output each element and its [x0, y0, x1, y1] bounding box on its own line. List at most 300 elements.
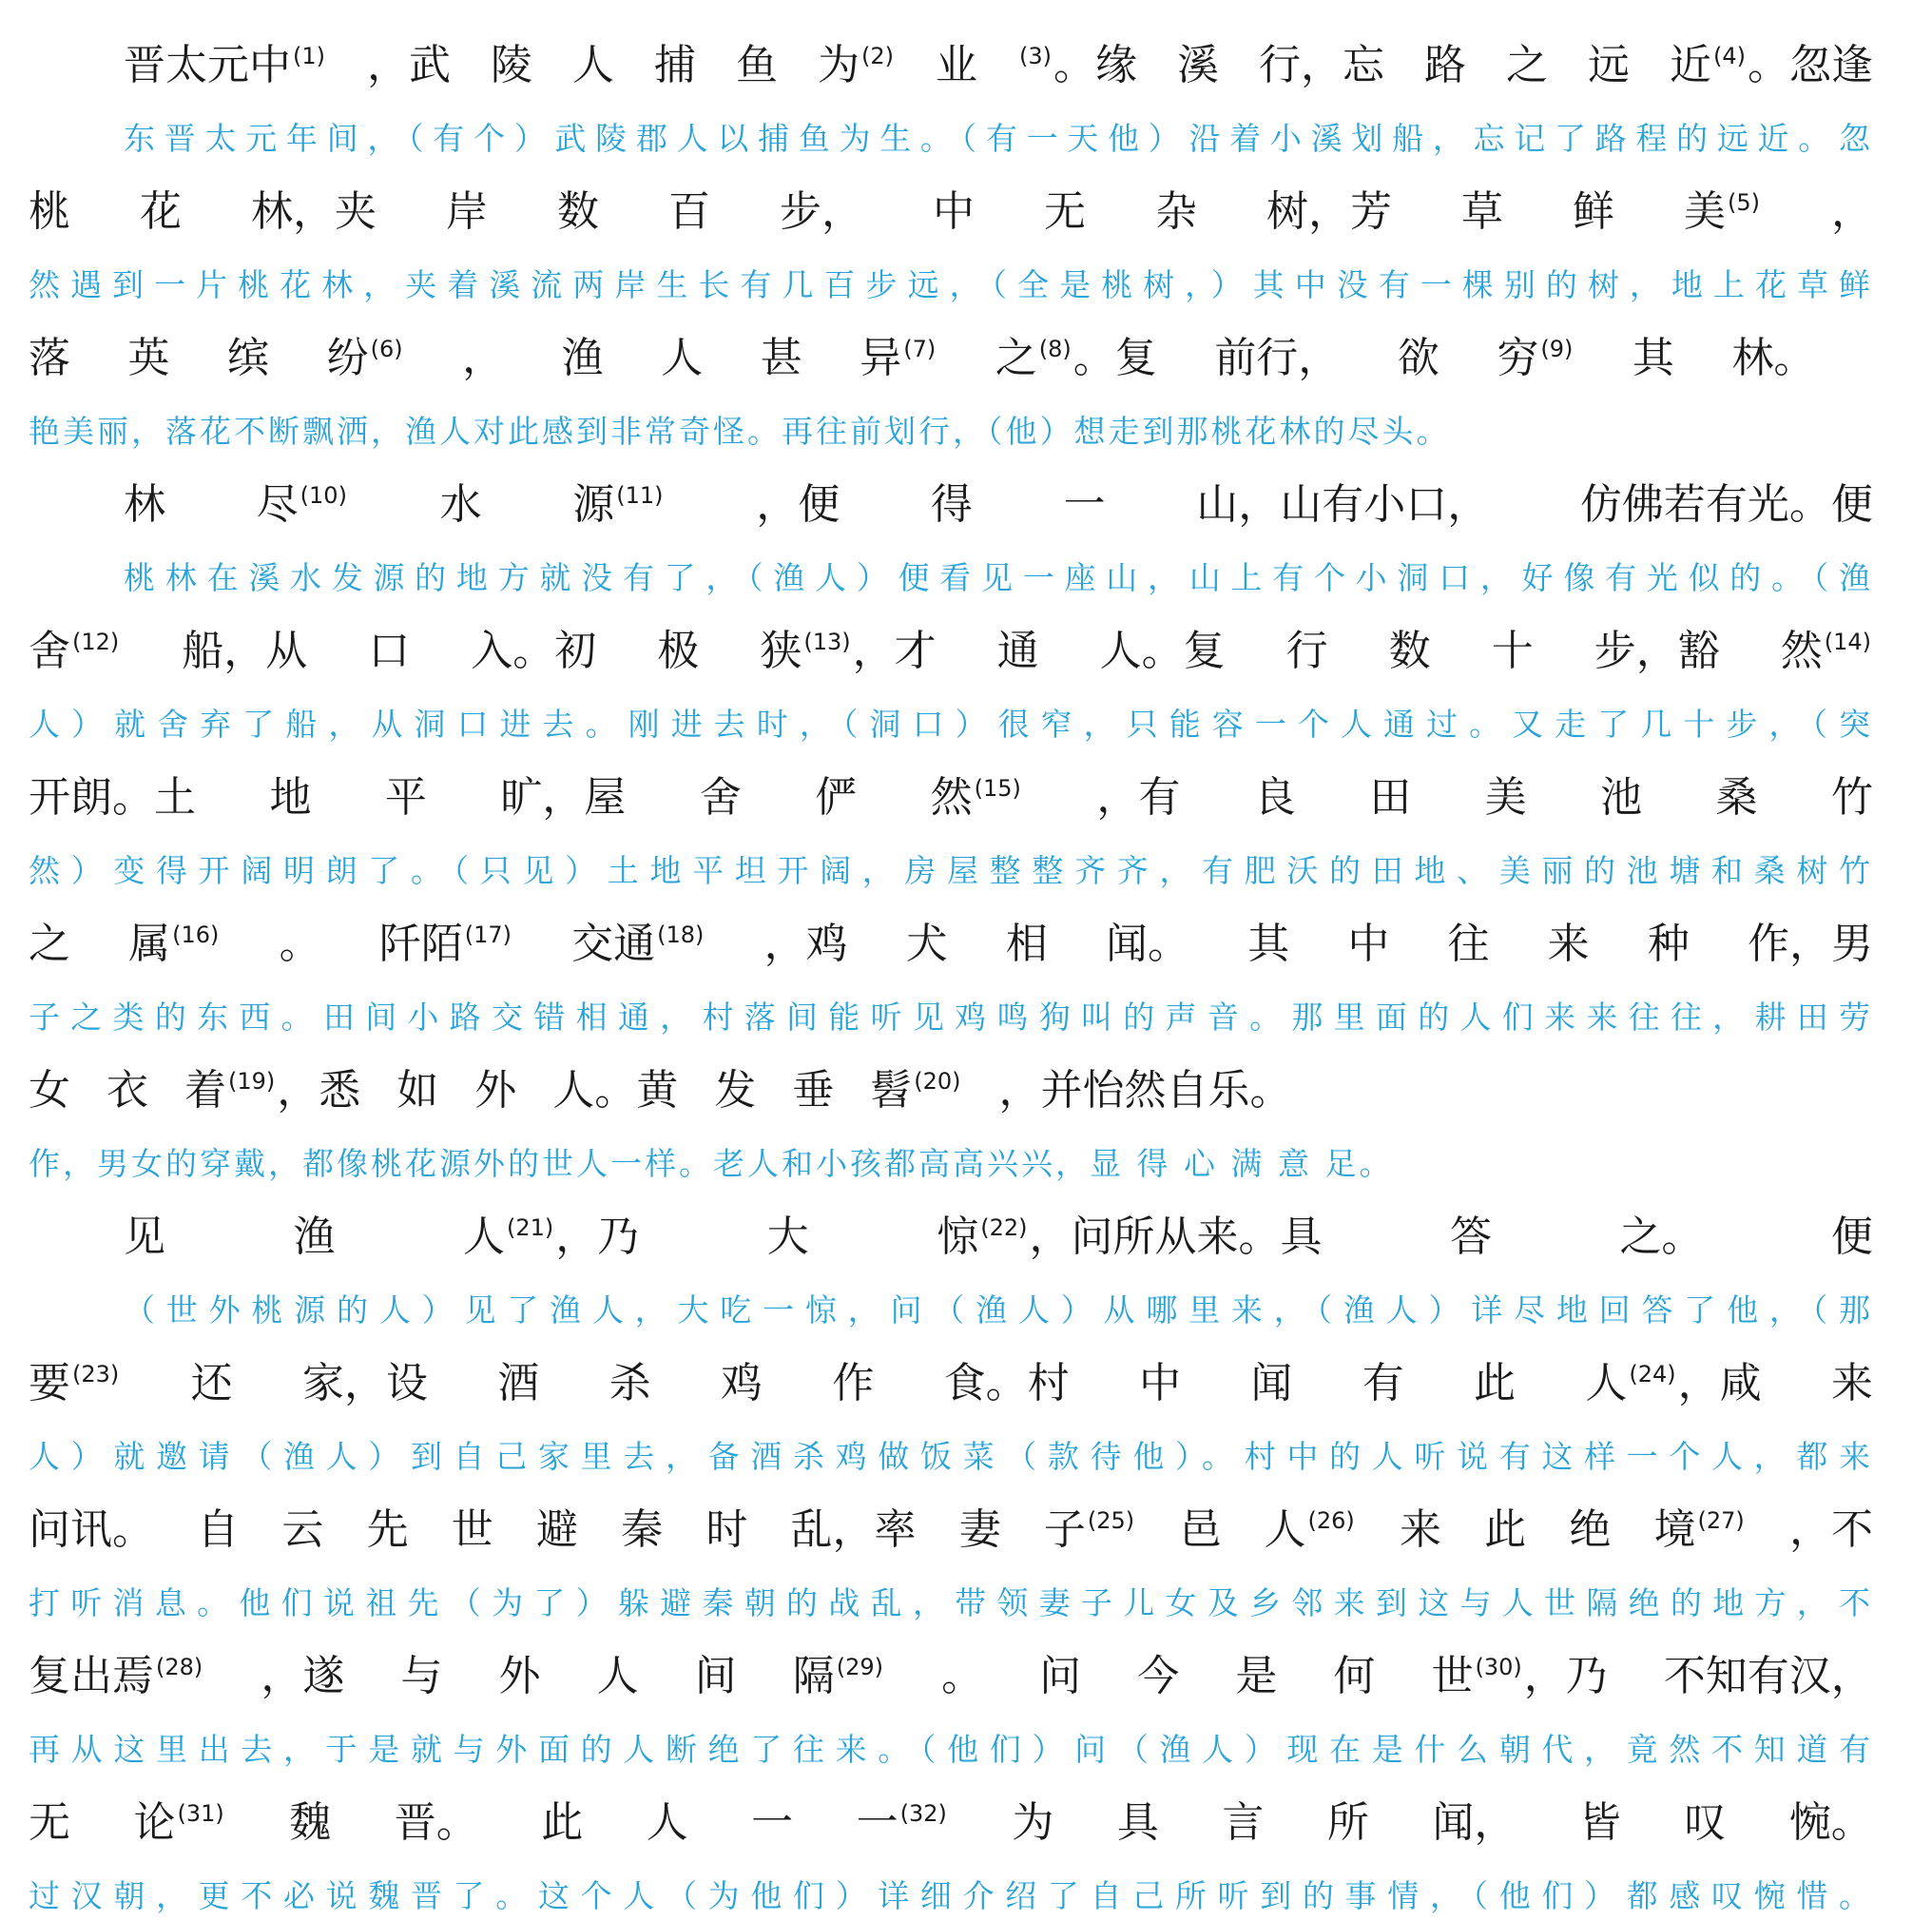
original-segment — [124, 456, 165, 553]
original-segment — [1492, 603, 1534, 700]
segment-text: 人 — [462, 1213, 505, 1261]
segment-text: 桑 — [1715, 773, 1758, 822]
segment-text: 之 — [29, 920, 70, 968]
text-pair — [29, 749, 1882, 896]
text-pair — [29, 1189, 1882, 1335]
segment-text: 仿佛若有光。便 — [1579, 480, 1873, 529]
original-segment — [491, 17, 532, 114]
footnote-marker: (3) — [1019, 43, 1052, 69]
segment-text: 中 — [933, 187, 975, 236]
segment-text: 。忽逢 — [1748, 41, 1873, 89]
original-segment — [572, 456, 665, 553]
segment-text: 树，芳 — [1266, 187, 1392, 236]
original-segment — [999, 1042, 1292, 1139]
translation-line — [29, 700, 1883, 749]
original-segment — [705, 1482, 747, 1579]
translation-text: 然）变得开阔明朗了。（只见）土地平坦开阔，房屋整整齐齐，有肥沃的田地、美丽的池塘和桑树竹 — [29, 852, 1882, 889]
original-segment — [106, 1042, 148, 1139]
original-segment — [541, 1775, 583, 1872]
segment-text: ，便 — [756, 480, 840, 529]
segment-text: 自 — [197, 1505, 240, 1554]
footnote-marker: (12) — [72, 629, 120, 655]
original-segment — [1006, 896, 1048, 993]
original-segment — [1506, 17, 1548, 114]
original-segment — [536, 1482, 578, 1579]
original-line — [29, 896, 1873, 993]
original-segment — [1117, 1775, 1159, 1872]
original-segment — [1684, 1775, 1726, 1872]
segment-text: 旷，屋 — [500, 773, 627, 822]
segment-text: 所 — [1326, 1798, 1369, 1847]
original-segment — [572, 17, 614, 114]
segment-text: 种 — [1647, 920, 1690, 968]
original-segment — [661, 310, 703, 407]
original-segment — [227, 310, 269, 407]
original-segment — [700, 749, 742, 846]
segment-text: 杂 — [1155, 187, 1197, 236]
original-segment — [931, 456, 973, 553]
segment-text: 其 — [1247, 920, 1290, 968]
original-line — [29, 1482, 1873, 1579]
original-segment — [29, 749, 196, 846]
original-segment — [1333, 1628, 1375, 1725]
original-segment — [1580, 456, 1873, 553]
segment-text: 步， — [780, 187, 863, 236]
segment-text: 田 — [1369, 773, 1412, 822]
segment-text: 子 — [1043, 1505, 1086, 1554]
segment-text: 业 — [936, 41, 977, 89]
original-segment — [695, 1628, 737, 1725]
segment-text: 具 — [1116, 1798, 1159, 1847]
segment-text: 作 — [832, 1359, 875, 1407]
segment-text: 欲 — [1397, 334, 1439, 382]
segment-text: 为 — [1012, 1798, 1054, 1847]
footnote-marker: (26) — [1307, 1507, 1355, 1534]
original-segment — [1266, 164, 1392, 261]
original-segment — [1831, 1335, 1873, 1432]
segment-text: 世 — [451, 1505, 493, 1554]
original-segment — [1654, 1482, 1747, 1579]
original-segment — [1684, 164, 1762, 261]
segment-text: 异 — [860, 334, 902, 382]
original-segment — [597, 1628, 639, 1725]
text-pair — [29, 310, 1873, 456]
segment-text: 世 — [1431, 1652, 1474, 1700]
segment-text: ，乃 — [1523, 1652, 1608, 1700]
original-segment — [1400, 1482, 1441, 1579]
translation-text: 子之类的东西。田间小路交错相通，村落间能听见鸡鸣狗叫的声音。那里面的人们来来往往，耕田劳 — [29, 999, 1882, 1036]
original-segment — [1254, 749, 1296, 846]
segment-text: ，咸 — [1677, 1359, 1762, 1407]
text-pair — [29, 1775, 1882, 1921]
original-segment — [931, 749, 1023, 846]
original-segment — [793, 1628, 885, 1725]
segment-text: 一 — [751, 1798, 794, 1847]
segment-text: 平 — [384, 773, 427, 822]
original-segment — [571, 896, 705, 993]
original-segment — [1064, 456, 1106, 553]
translation-line — [29, 1725, 1882, 1775]
translation-text: 人）就舍弃了船，从洞口进去。刚进去时，（洞口）很窄，只能容一个人通过。又走了几十步，（突 — [29, 706, 1883, 743]
original-line — [29, 749, 1873, 846]
footnote-marker: (25) — [1087, 1507, 1135, 1534]
segment-text: 时 — [705, 1505, 748, 1554]
original-segment — [462, 310, 504, 407]
original-segment — [367, 1482, 409, 1579]
original-segment — [140, 164, 182, 261]
original-line — [29, 164, 1873, 261]
original-segment — [1196, 456, 1489, 553]
original-segment — [1831, 164, 1873, 261]
segment-text: 大 — [766, 1213, 809, 1261]
segment-text: 惋。 — [1788, 1798, 1873, 1847]
footnote-marker: (4) — [1713, 43, 1746, 69]
original-segment — [29, 1482, 154, 1579]
segment-text: 便 — [1830, 1213, 1873, 1261]
original-segment — [1424, 17, 1466, 114]
original-segment — [1748, 896, 1873, 993]
original-segment — [1327, 1775, 1369, 1872]
original-segment — [1588, 17, 1630, 114]
segment-text: 答 — [1449, 1213, 1492, 1261]
original-segment — [937, 1189, 1322, 1286]
segment-text: 十 — [1491, 627, 1534, 675]
segment-text: 此 — [1484, 1505, 1527, 1554]
original-segment — [1585, 1335, 1761, 1432]
segment-text: 百 — [668, 187, 710, 236]
original-segment — [721, 1335, 763, 1432]
original-segment — [367, 17, 451, 114]
translation-text: 东晋太元年间，（有个）武陵郡人以捕鱼为生。（有一天他）沿着小溪划船，忘记了路程的远近。忽 — [124, 120, 1880, 157]
segment-text: 女 — [29, 1066, 70, 1115]
original-segment — [293, 1189, 335, 1286]
original-segment — [261, 1628, 344, 1725]
original-segment — [1450, 1189, 1492, 1286]
segment-text: 食。村 — [943, 1359, 1070, 1407]
original-segment — [1781, 603, 1873, 700]
original-segment — [1497, 310, 1575, 407]
text-pair — [29, 456, 1881, 603]
segment-text: 甚 — [760, 334, 802, 382]
segment-text: 无 — [29, 1798, 70, 1847]
segment-text: ，乃 — [555, 1213, 640, 1261]
footnote-marker: (8) — [1038, 336, 1072, 362]
original-segment — [1633, 310, 1674, 407]
original-segment — [385, 749, 427, 846]
segment-text: 狭 — [760, 627, 802, 675]
segment-text: 桃 — [29, 187, 70, 236]
translation-line — [29, 553, 1881, 603]
segment-text: 叹 — [1684, 1798, 1727, 1847]
segment-text: 有 — [1362, 1359, 1404, 1407]
segment-text: 属 — [128, 920, 171, 968]
segment-text: ，遂 — [261, 1652, 345, 1700]
original-segment — [557, 164, 599, 261]
segment-text: 。复 — [1072, 334, 1157, 382]
segment-text: 皆 — [1578, 1798, 1621, 1847]
original-segment — [29, 896, 70, 993]
segment-text: 人 — [596, 1652, 639, 1700]
segment-text: 极 — [657, 627, 700, 675]
original-segment — [760, 603, 936, 700]
segment-text: 地 — [269, 773, 312, 822]
original-segment — [1044, 164, 1086, 261]
segment-text: 溪 — [1177, 41, 1219, 89]
segment-text: ，不 — [1788, 1505, 1873, 1554]
original-segment — [1569, 1482, 1611, 1579]
segment-text: 垂 — [792, 1066, 835, 1115]
segment-text: 鱼 — [736, 41, 778, 89]
original-segment — [1362, 1335, 1404, 1432]
original-segment — [440, 456, 482, 553]
original-segment — [870, 1042, 962, 1139]
original-segment — [499, 1628, 541, 1725]
segment-text: ， — [1831, 187, 1873, 236]
footnote-marker: (21) — [506, 1214, 554, 1241]
segment-text: 避 — [535, 1505, 578, 1554]
original-segment — [1250, 1335, 1292, 1432]
segment-text: 复出焉 — [29, 1652, 154, 1700]
segment-text: 中 — [1139, 1359, 1182, 1407]
segment-text: 林 — [124, 480, 165, 529]
original-segment — [1831, 1189, 1873, 1286]
original-segment — [1431, 1628, 1607, 1725]
original-segment — [446, 164, 488, 261]
segment-text: 何 — [1333, 1652, 1376, 1700]
segment-text: 邑 — [1179, 1505, 1222, 1554]
segment-text: 衣 — [106, 1066, 148, 1115]
original-segment — [182, 603, 307, 700]
segment-text: 外 — [498, 1652, 541, 1700]
translation-text: 人）就邀请（渔人）到自己家里去，备酒杀鸡做饭菜（款待他）。村中的人听说有这样一个人，都来 — [29, 1438, 1882, 1475]
segment-text: ，并怡然自乐。 — [998, 1066, 1292, 1115]
segment-text: 通 — [996, 627, 1039, 675]
footnote-marker: (1) — [293, 43, 325, 69]
segment-text: 为 — [818, 41, 860, 89]
original-segment — [751, 1775, 793, 1872]
original-segment — [609, 1335, 651, 1432]
original-segment — [257, 456, 349, 553]
segment-text: 近 — [1670, 41, 1711, 89]
segment-text: 人 — [1585, 1359, 1628, 1407]
footnote-marker: (24) — [1629, 1361, 1676, 1387]
footnote-marker: (17) — [464, 922, 512, 948]
segment-text: 云 — [281, 1505, 324, 1554]
original-segment — [1594, 603, 1720, 700]
original-segment — [1670, 17, 1873, 114]
original-segment — [1579, 1775, 1621, 1872]
original-segment — [959, 1482, 1001, 1579]
segment-text: 。 — [941, 1652, 984, 1700]
segment-text: 竹 — [1830, 773, 1873, 822]
footnote-marker: (10) — [299, 482, 347, 509]
original-segment — [906, 896, 948, 993]
original-segment — [1100, 603, 1226, 700]
translation-line — [29, 1872, 1882, 1921]
original-segment — [1548, 896, 1590, 993]
original-segment — [1600, 749, 1642, 846]
original-line — [29, 456, 1873, 553]
segment-text: 。 — [279, 920, 321, 968]
segment-text: 舍 — [29, 627, 70, 675]
translation-line — [29, 993, 1882, 1042]
original-segment — [29, 1335, 121, 1432]
original-segment — [1716, 749, 1758, 846]
segment-text: 阡陌 — [378, 920, 463, 968]
text-pair — [29, 603, 1883, 749]
original-segment — [128, 310, 170, 407]
footnote-marker: (30) — [1475, 1654, 1522, 1680]
original-segment — [474, 1042, 516, 1139]
segment-text: 隔 — [792, 1652, 835, 1700]
segment-text: 步，豁 — [1594, 627, 1720, 675]
segment-text: 魏 — [289, 1798, 332, 1847]
segment-text: 穷 — [1497, 334, 1539, 382]
footnote-marker: (9) — [1540, 336, 1574, 362]
segment-text: 之。 — [1619, 1213, 1704, 1261]
original-segment — [1389, 603, 1431, 700]
segment-text: 与 — [400, 1652, 443, 1700]
original-segment — [124, 17, 327, 114]
original-segment — [1017, 17, 1137, 114]
original-segment — [1235, 1628, 1277, 1725]
segment-text: 鸡 — [720, 1359, 763, 1407]
original-segment — [289, 1775, 331, 1872]
segment-text: 林。 — [1731, 334, 1816, 382]
segment-text: 闻。 — [1106, 920, 1190, 968]
original-segment — [1265, 1482, 1357, 1579]
original-segment — [29, 164, 70, 261]
original-segment — [191, 1335, 233, 1432]
original-line — [29, 1628, 1873, 1725]
translation-text: 作，男女的穿戴，都像桃花源外的世人一样。老人和小孩都高高兴兴，显 得 心 满 意 足。 — [29, 1145, 1394, 1182]
footnote-marker: (23) — [72, 1361, 120, 1387]
text-pair — [29, 1628, 1882, 1775]
original-segment — [944, 1335, 1070, 1432]
original-segment — [471, 603, 596, 700]
segment-text: 还 — [190, 1359, 233, 1407]
segment-text: 池 — [1600, 773, 1643, 822]
original-segment — [1012, 1775, 1053, 1872]
segment-text: 英 — [127, 334, 170, 382]
segment-text: 水 — [439, 480, 482, 529]
text-pair — [29, 1335, 1882, 1482]
segment-text: 往 — [1447, 920, 1490, 968]
original-segment — [395, 1775, 478, 1872]
segment-text: 之 — [995, 334, 1037, 382]
original-segment — [1461, 164, 1503, 261]
footnote-marker: (16) — [172, 922, 220, 948]
segment-text: 舍 — [699, 773, 742, 822]
original-segment — [1106, 896, 1189, 993]
original-segment — [500, 749, 626, 846]
original-line — [29, 1335, 1873, 1432]
original-segment — [1214, 310, 1340, 407]
footnote-marker: (18) — [657, 922, 705, 948]
original-segment — [668, 164, 710, 261]
footnote-marker: (32) — [899, 1800, 947, 1827]
segment-text: 得 — [930, 480, 973, 529]
footnote-marker: (11) — [616, 482, 664, 509]
segment-text: 纷 — [326, 334, 369, 382]
segment-text: 中 — [1347, 920, 1390, 968]
segment-text: 船，从 — [182, 627, 308, 675]
segment-text: 一 — [856, 1798, 898, 1847]
original-segment — [29, 1775, 70, 1872]
footnote-marker: (28) — [156, 1654, 203, 1680]
original-segment — [1619, 1189, 1703, 1286]
original-segment — [767, 1189, 809, 1286]
translation-text: 打听消息。他们说祖先（为了）躲避秦朝的战乱，带领妻子儿女及乡邻来到这与人世隔绝的地方，不 — [29, 1584, 1882, 1621]
segment-text: 杀 — [609, 1359, 651, 1407]
translation-line — [29, 114, 1880, 164]
footnote-marker: (6) — [370, 336, 403, 362]
footnote-marker: (22) — [980, 1214, 1028, 1241]
original-segment — [1096, 749, 1180, 846]
segment-text: 陵 — [491, 41, 532, 89]
footnote-marker: (29) — [836, 1654, 883, 1680]
segment-text: 路 — [1424, 41, 1466, 89]
segment-text: 美 — [1684, 187, 1726, 236]
segment-text: ，悉 — [277, 1066, 361, 1115]
original-segment — [941, 1628, 983, 1725]
footnote-marker: (14) — [1824, 629, 1871, 655]
original-segment — [463, 1189, 639, 1286]
original-segment — [1347, 896, 1389, 993]
text-page — [29, 17, 1883, 1921]
original-segment — [791, 1482, 917, 1579]
translation-line — [29, 261, 1882, 310]
original-segment — [29, 1042, 70, 1139]
segment-text: 无 — [1044, 187, 1086, 236]
original-segment — [452, 1482, 493, 1579]
footnote-marker: (13) — [803, 629, 851, 655]
translation-text: 艳美丽，落花不断飘洒，渔人对此感到非常奇怪。再往前划行，（他）想走到那桃花林的尽头。 — [29, 413, 1451, 450]
original-segment — [1573, 164, 1614, 261]
translation-text: 然遇到一片桃花林，夹着溪流两岸生长有几百步远，（全是桃树，）其中没有一棵别的树，地上花草鲜 — [29, 266, 1882, 303]
original-segment — [621, 1482, 663, 1579]
original-segment — [1259, 17, 1384, 114]
original-segment — [1485, 749, 1527, 846]
segment-text: 是 — [1235, 1652, 1278, 1700]
segment-text: 晋。 — [394, 1798, 478, 1847]
segment-text: 数 — [1388, 627, 1431, 675]
footnote-marker: (31) — [177, 1800, 224, 1827]
translation-text: （世外桃源的人）见了渔人，大吃一惊，问（渔人）从哪里来，（渔人）详尽地回答了他，（那 — [124, 1291, 1882, 1329]
original-segment — [133, 1775, 225, 1872]
text-pair — [29, 164, 1882, 310]
original-segment — [1222, 1775, 1264, 1872]
footnote-marker: (15) — [974, 775, 1021, 802]
segment-text: 人 — [646, 1798, 688, 1847]
original-segment — [756, 456, 840, 553]
original-segment — [654, 17, 696, 114]
segment-text: 乱，率 — [790, 1505, 917, 1554]
segment-text: 酒 — [497, 1359, 540, 1407]
segment-text: ，才 — [852, 627, 937, 675]
original-segment — [1432, 1775, 1516, 1872]
original-segment — [936, 17, 977, 114]
footnote-marker: (7) — [903, 336, 937, 362]
original-segment — [857, 1775, 949, 1872]
footnote-marker: (19) — [228, 1068, 276, 1095]
segment-text: 之 — [1506, 41, 1548, 89]
segment-text: 来 — [1547, 920, 1590, 968]
segment-text: 。缘 — [1053, 41, 1137, 89]
segment-text: 其 — [1632, 334, 1674, 382]
original-segment — [818, 17, 896, 114]
original-segment — [251, 164, 377, 261]
